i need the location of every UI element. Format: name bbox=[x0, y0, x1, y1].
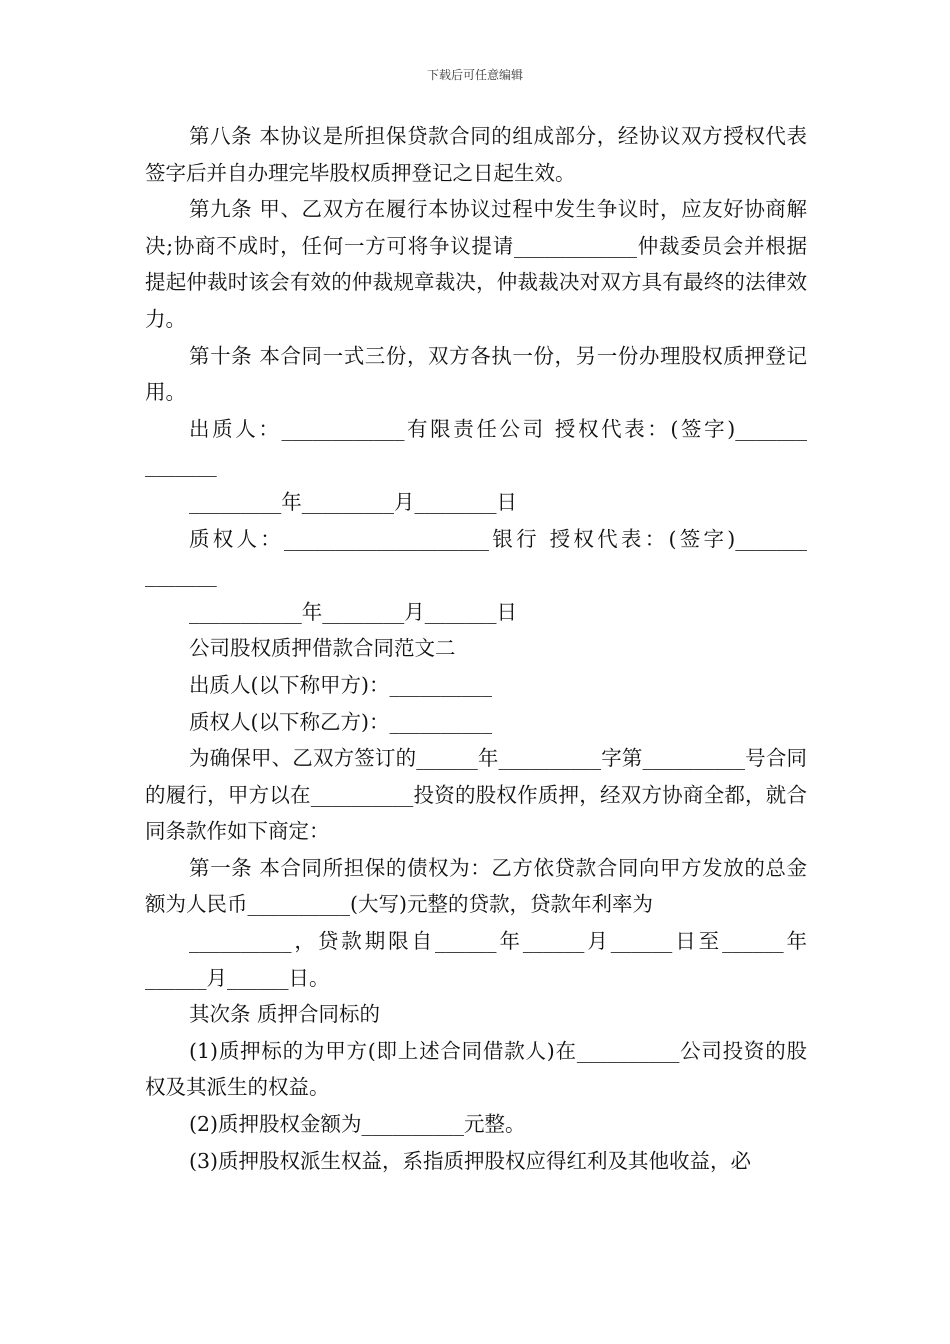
article-2-item-1: (1)质押标的为甲方(即上述合同借款人)在__________公司投资的股权及其派生的权益。 bbox=[145, 1038, 807, 1100]
page-header: 下载后可任意编辑 bbox=[426, 68, 523, 82]
article-8: 第八条 本协议是所担保贷款合同的组成部分，经协议双方授权代表签字后并自办理完毕股权质押登记之日起生效。 bbox=[145, 124, 807, 185]
party-b-line: 质权人(以下称乙方)：__________ bbox=[189, 709, 492, 734]
pledgee-signature-line: 质权人：____________________银行 授权代表：(签字)_______ bbox=[189, 526, 807, 551]
article-2-item-2: (2)质押股权金额为__________元整。 bbox=[189, 1112, 526, 1137]
preamble-paragraph: 为确保甲、乙双方签订的______年__________字第__________号合同的履行，甲方以在__________投资的股权作质押，经双方协商全都，就合同条款作如下商定： bbox=[145, 746, 807, 844]
pledgor-signature-line: 出质人：____________有限责任公司 授权代表：(签字)_______ bbox=[189, 416, 807, 441]
article-10: 第十条 本合同一式三份，双方各执一份，另一份办理股权质押登记用。 bbox=[145, 343, 807, 405]
article-1-continuation: __________，贷款期限自______年______月______日至______年______月______日。 bbox=[145, 929, 807, 990]
pledgor-signature-continuation: _______ bbox=[145, 453, 217, 478]
section-title: 公司股权质押借款合同范文二 bbox=[189, 636, 456, 661]
pledgee-date-line: ___________年________月_______日 bbox=[189, 599, 517, 624]
article-9: 第九条 甲、乙双方在履行本协议过程中发生争议时，应友好协商解决;协商不成时，任何一方可将争议提请____________仲裁委员会并根据提起仲裁时该会有效的仲裁规章裁决，仲裁裁决对双方具有最终的法律效力。 bbox=[145, 197, 807, 331]
document-body bbox=[145, 118, 807, 1179]
article-2-title: 其次条 质押合同标的 bbox=[189, 1002, 381, 1027]
article-2-item-3: (3)质押股权派生权益，系指质押股权应得红利及其他收益，必 bbox=[189, 1148, 752, 1173]
pledgee-signature-continuation: _______ bbox=[145, 563, 217, 588]
article-1: 第一条 本合同所担保的债权为：乙方依贷款合同向甲方发放的总金额为人民币__________(大写)元整的贷款，贷款年利率为 bbox=[145, 855, 807, 917]
pledgor-date-line: _________年_________月________日 bbox=[189, 489, 517, 514]
party-a-line: 出质人(以下称甲方)：__________ bbox=[189, 672, 492, 697]
